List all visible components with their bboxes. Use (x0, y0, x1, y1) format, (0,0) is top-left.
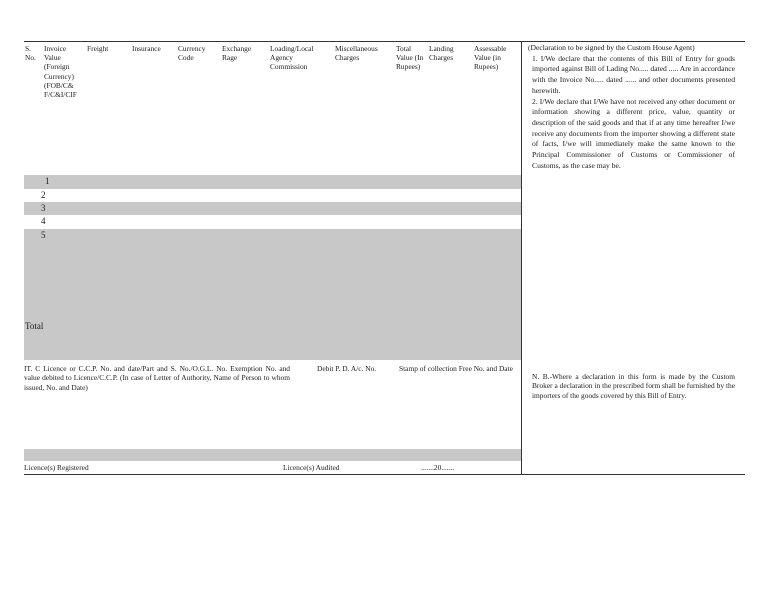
col-total-value: Total Value (In Rupees) (396, 44, 424, 72)
bottom-rule (24, 474, 745, 475)
col-loading-commission: Loading/Local Agency Commission (270, 44, 314, 72)
top-rule (24, 41, 745, 42)
row-number: 1 (45, 176, 50, 186)
stamp-of-collection: Stamp of collection Free No. and Date (399, 364, 513, 373)
col-insurance: Insurance (132, 44, 161, 53)
col-invoice-value: Invoice Value (Foreign Currency) (FOB/C& F/C&I/CIF (44, 44, 77, 100)
declaration-heading: (Declaration to be signed by the Custom House Agent) (528, 43, 695, 52)
col-landing-charges: Landing Charges (429, 44, 454, 63)
date-field: .......20....... (421, 463, 455, 472)
licence-text: IT. C Licence or C.C.P. No. and date/Part and S. No./O.G.L. No. Exemption No. and value debited to Licence/C.C.P. (In case of Letter of Authority, Name of Person to whom issued, No. and Date) (24, 364, 290, 392)
col-currency-code: Currency Code (178, 44, 206, 63)
col-s-no: S. No. (25, 44, 36, 63)
nb-note: N. B.-Where a declaration in this form is made by the Custom Broker a declaration in the prescribed form shall be furnished by the importers of the goods covered by this Bill of Entry. (532, 372, 735, 400)
row-number: 2 (41, 190, 46, 200)
row-number: 4 (41, 216, 46, 226)
row-band-5 (24, 229, 521, 360)
licence-audited: Licence(s) Audited (283, 463, 340, 472)
debit-account: Debit P. D. A/c. No. (317, 364, 377, 373)
declaration-block (528, 43, 735, 171)
row-number: 5 (41, 230, 46, 240)
total-label: Total (25, 321, 44, 331)
footer-band (24, 449, 521, 461)
declaration-para-1: 1. I/We declare that the contents of this Bill of Entry for goods imported against Bill of Lading No..... dated ..... Are in accordance with the Invoice No..... dated ...... and other documents presented herewith. (532, 53, 735, 95)
row-band-3 (24, 202, 521, 215)
row-number: 3 (41, 203, 46, 213)
column-divider (521, 41, 522, 475)
col-assessable-value: Assessable Value (in Rupees) (474, 44, 507, 72)
col-misc-charges: Miscellaneous Charges (335, 44, 378, 63)
row-band-1 (24, 175, 521, 189)
licence-registered: Licence(s) Registered (24, 463, 89, 472)
col-exchange-rage: Exchange Rage (222, 44, 252, 63)
declaration-para-2: 2. I/We declare that I/We have not received any other document or information showing a different price, value, quantity or description of the said goods and that if at any time hereafter I/we receive any documents from the importer showing a different state of facts, I/we will immediately make the same known to the Principal Commissioner of Customs or Commissioner of Customs, as the case may be. (532, 96, 735, 170)
col-freight: Freight (87, 44, 109, 53)
